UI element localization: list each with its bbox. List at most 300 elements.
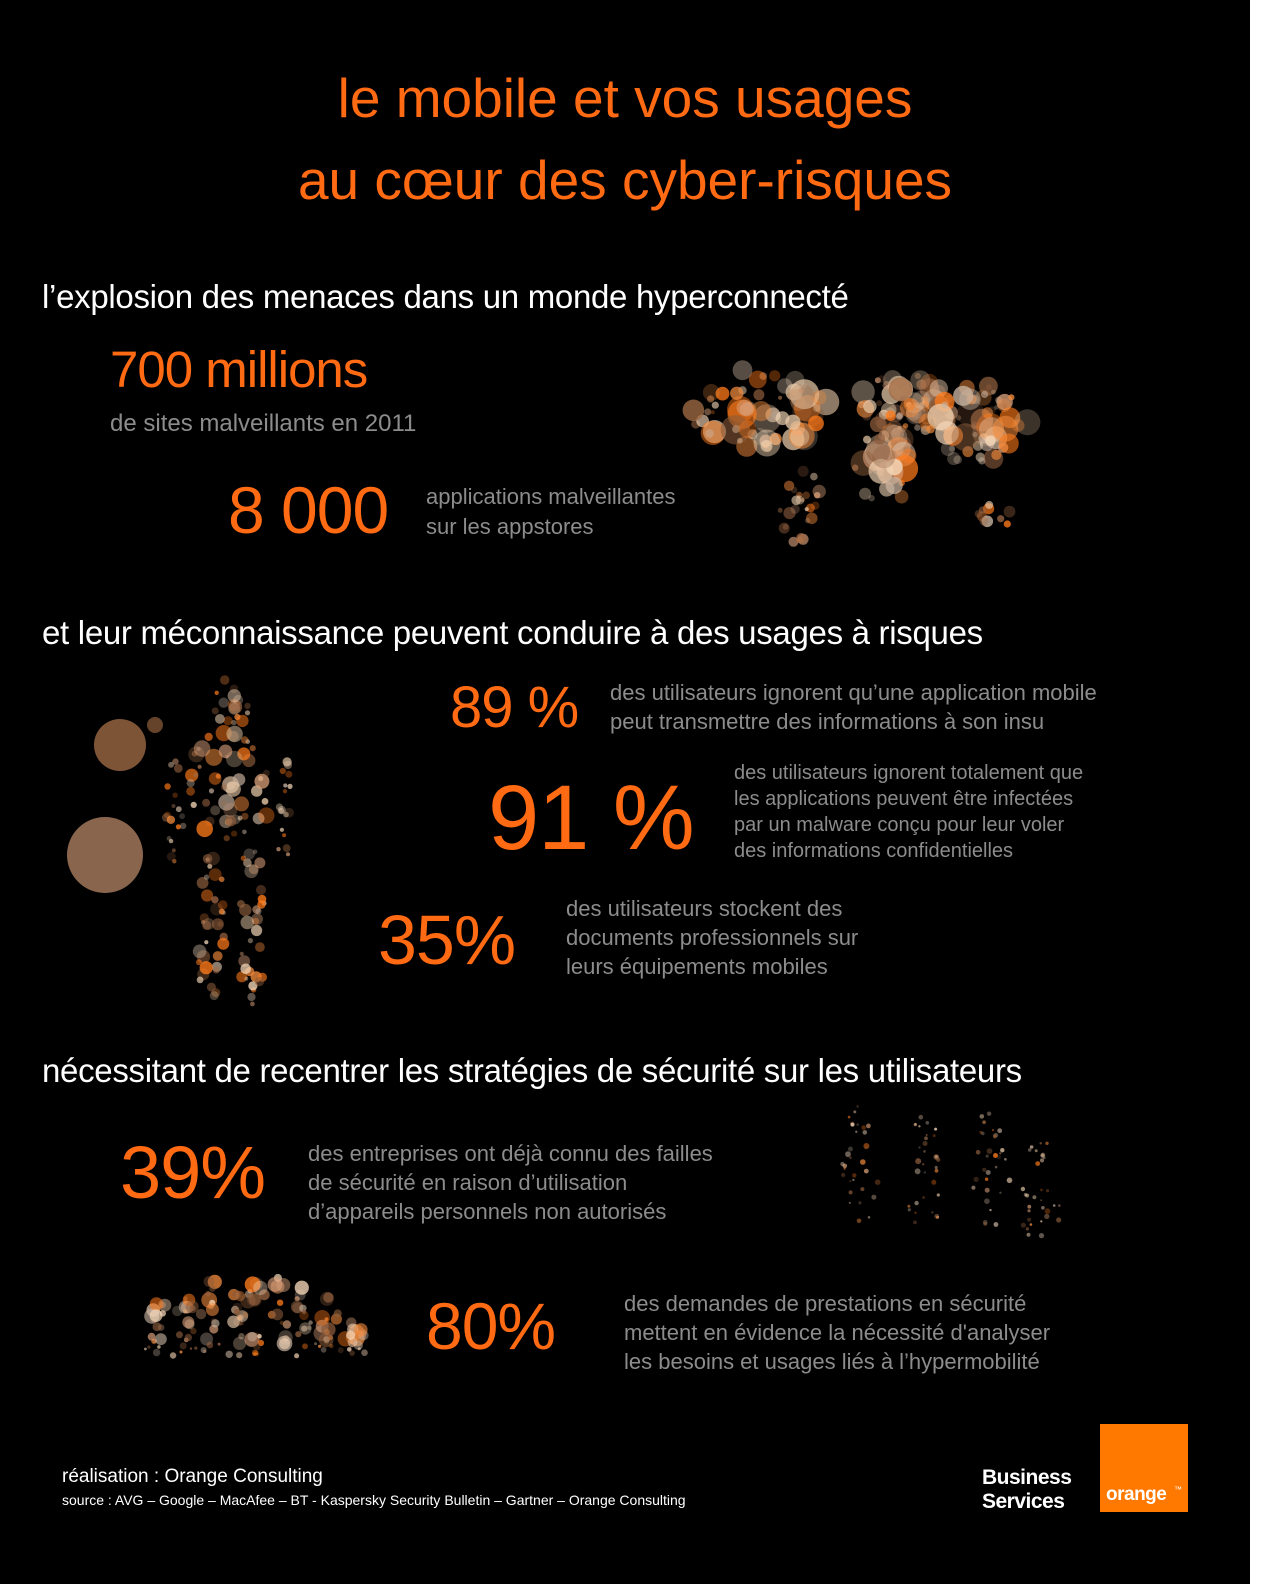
map-bubble (811, 502, 819, 510)
orange-logo (1100, 1424, 1188, 1512)
people-dot (983, 1222, 987, 1226)
body-bubble (164, 783, 170, 789)
body-bubble (255, 977, 264, 986)
map-bubble (926, 425, 935, 434)
map-bubble (790, 427, 809, 446)
body-bubble (169, 839, 173, 843)
stat-80-text-line3: les besoins et usages liés à l’hypermobilité (624, 1349, 1040, 1374)
body-bubble (204, 940, 208, 944)
city-bubble (157, 1345, 161, 1349)
people-dot (971, 1186, 975, 1190)
people-dot (913, 1221, 917, 1225)
business-services-label (982, 1466, 1071, 1514)
city-bubble (268, 1277, 283, 1292)
body-bubble (280, 828, 284, 832)
map-bubble (778, 508, 783, 513)
stat-89-value: 89 % (450, 675, 579, 740)
people-dot (1021, 1223, 1026, 1228)
stat-80-text-line2: mettent en évidence la nécessité d'analyser (624, 1320, 1051, 1345)
people-dot (855, 1131, 857, 1133)
city-bubble (358, 1347, 361, 1350)
body-bubble (263, 770, 270, 777)
city-bubble (153, 1322, 162, 1331)
city-bubble (349, 1351, 354, 1356)
people-dot (981, 1132, 985, 1136)
body-bubble (286, 852, 290, 856)
body-bubble (256, 885, 266, 895)
body-bubble (237, 900, 245, 908)
city-bubble (170, 1352, 176, 1358)
map-bubble (978, 457, 985, 464)
people-dot (994, 1222, 999, 1227)
map-bubble (985, 501, 993, 509)
body-bubble (205, 733, 213, 741)
body-bubble (248, 938, 253, 943)
body-bubble (219, 877, 225, 883)
people-dot (861, 1125, 866, 1130)
body-bubble (242, 830, 247, 835)
people-dot (997, 1155, 1001, 1159)
business-people-dots-illustration (820, 1100, 1080, 1260)
body-bubble (240, 952, 244, 956)
map-bubble (712, 402, 719, 409)
body-bubble (209, 772, 222, 785)
people-dot (1030, 1223, 1033, 1226)
stat-700-millions-value: 700 millions (110, 341, 368, 398)
people-dot (849, 1190, 853, 1194)
body-bubble (211, 896, 218, 903)
people-dot (1046, 1189, 1049, 1192)
city-bubble (226, 1351, 233, 1358)
section-heading-threats: l’explosion des menaces dans un monde hyperconnecté (42, 278, 849, 315)
people-dot (923, 1150, 926, 1153)
map-bubble (783, 524, 789, 530)
people-dot (989, 1209, 991, 1211)
map-bubble (683, 400, 705, 422)
people-dot (987, 1112, 991, 1116)
people-dot (856, 1123, 859, 1126)
map-bubble (896, 413, 903, 420)
city-bubble (307, 1326, 311, 1330)
map-bubble (769, 370, 780, 381)
people-dot (860, 1187, 864, 1191)
people-dot (987, 1148, 993, 1154)
people-dot (1039, 1233, 1044, 1238)
people-dot (1040, 1142, 1042, 1144)
map-bubble (749, 371, 767, 389)
map-bubble (1004, 520, 1011, 527)
body-bubble (258, 807, 274, 823)
people-dot (1035, 1161, 1040, 1166)
map-bubble (981, 391, 988, 398)
source-text: source : AVG – Google – MacAfee – BT - Kaspersky Security Bulletin – Gartner – Orange Consulting (62, 1492, 686, 1508)
title-line-1: le mobile et vos usages (337, 67, 913, 129)
stat-91-text (734, 760, 1083, 864)
people-dot (852, 1179, 854, 1181)
body-bubble (236, 715, 248, 727)
city-bubble (153, 1349, 160, 1356)
people-dot (985, 1188, 990, 1193)
people-dot (853, 1110, 856, 1113)
map-bubble (953, 386, 973, 406)
map-bubble (986, 384, 992, 390)
body-bubble (226, 726, 242, 742)
people-dot (935, 1166, 938, 1169)
map-bubble (810, 473, 818, 481)
map-bubble (711, 410, 715, 414)
body-bubble (276, 847, 280, 851)
people-dot (851, 1123, 855, 1127)
body-bubble (180, 823, 186, 829)
business-label-line2: Services (982, 1490, 1065, 1513)
body-bubble (172, 848, 176, 852)
body-bubble (179, 813, 185, 819)
people-dot (982, 1168, 986, 1172)
map-bubble (876, 400, 882, 406)
city-bubble (240, 1293, 255, 1308)
people-dot (974, 1177, 979, 1182)
people-dot (1058, 1204, 1061, 1207)
body-bubble (218, 900, 228, 910)
body-bubble (223, 716, 232, 725)
map-bubble (737, 400, 753, 416)
people-dot (1027, 1233, 1031, 1237)
body-bubble (231, 831, 237, 837)
body-bubble (253, 850, 258, 855)
people-dot (1026, 1227, 1029, 1230)
people-dot (1027, 1209, 1030, 1212)
people-dot (995, 1166, 998, 1169)
people-dot (914, 1123, 917, 1126)
people-dot (922, 1196, 925, 1199)
people-dot (1056, 1217, 1061, 1222)
body-bubble (257, 900, 265, 908)
city-bubble (354, 1323, 367, 1336)
body-bubble (280, 768, 286, 774)
people-dot (840, 1162, 844, 1166)
body-bubble (285, 771, 292, 778)
people-dot (857, 1219, 862, 1224)
body-bubble (240, 964, 251, 975)
people-dot (1044, 1214, 1049, 1219)
people-dot (1004, 1158, 1007, 1161)
people-dot (999, 1192, 1001, 1194)
city-bubble (302, 1343, 308, 1349)
map-bubble (739, 421, 757, 439)
map-bubble (1014, 409, 1040, 435)
body-bubble (198, 765, 202, 769)
map-bubble (902, 449, 917, 464)
map-bubble (814, 492, 820, 498)
people-dot (908, 1208, 911, 1211)
body-bubble (283, 789, 287, 793)
people-dot (982, 1120, 986, 1124)
people-dot (1000, 1148, 1004, 1152)
city-bubble (176, 1331, 183, 1338)
stat-89-text (610, 678, 1097, 736)
human-silhouette-bubbles-illustration (60, 665, 390, 1035)
map-bubble (805, 507, 809, 511)
city-bubble (252, 1350, 258, 1356)
city-bubble (361, 1349, 368, 1356)
body-bubble (191, 802, 197, 808)
city-bubble (314, 1342, 317, 1345)
stat-91-text-line1: des utilisateurs ignorent totalement que (734, 762, 1084, 784)
city-bubble (243, 1312, 249, 1318)
map-bubble (791, 505, 800, 514)
body-bubble (250, 1002, 255, 1007)
credit-text: réalisation : Orange Consulting (62, 1466, 323, 1487)
map-bubble (949, 446, 955, 452)
city-bubble (257, 1334, 262, 1339)
map-bubble (947, 452, 960, 465)
orange-logo-tm: ™ (1174, 1485, 1182, 1494)
people-dot (863, 1130, 868, 1135)
city-bubble (253, 1281, 267, 1295)
body-bubble (206, 852, 220, 866)
city-bubble (271, 1309, 283, 1321)
body-bubble (221, 784, 228, 791)
body-bubble (67, 817, 143, 893)
map-bubble (997, 399, 1010, 412)
body-bubble (197, 977, 204, 984)
city-bubble (308, 1320, 312, 1324)
world-map-bubbles-illustration (680, 340, 1050, 560)
city-bubble (318, 1345, 321, 1348)
body-bubble (228, 689, 241, 702)
map-bubble (997, 515, 1004, 522)
body-bubble (287, 784, 292, 789)
body-bubble (187, 779, 195, 787)
city-bubble (194, 1347, 197, 1350)
body-bubble (224, 835, 230, 841)
body-bubble (276, 803, 283, 810)
city-bubble (283, 1320, 291, 1328)
body-bubble (245, 710, 250, 715)
city-bubble (207, 1342, 214, 1349)
stat-35-text (566, 894, 858, 981)
city-bubble (294, 1353, 299, 1358)
map-bubble (806, 513, 818, 525)
city-bubble (155, 1333, 167, 1345)
map-bubble (980, 517, 989, 526)
title-line-2: au cœur des cyber-risques (297, 149, 953, 211)
map-bubble (778, 396, 782, 400)
city-bubble (234, 1309, 241, 1316)
people-dot (999, 1152, 1001, 1154)
people-dot (848, 1116, 851, 1119)
map-bubble (1008, 394, 1014, 400)
city-bubble (218, 1343, 221, 1346)
map-bubble (737, 438, 743, 444)
map-bubble (886, 477, 903, 494)
map-bubble (904, 398, 916, 410)
body-bubble (282, 844, 290, 852)
people-dot (935, 1155, 938, 1158)
people-dot (845, 1151, 851, 1157)
body-bubble (219, 698, 229, 708)
body-bubble (176, 806, 182, 812)
map-bubble (988, 406, 996, 414)
city-skyline-bubbles-illustration (130, 1240, 390, 1370)
body-bubble (251, 913, 263, 925)
people-dot (864, 1169, 869, 1174)
people-dot (933, 1134, 936, 1137)
people-dot (924, 1136, 928, 1140)
city-bubble (150, 1309, 163, 1322)
people-dot (931, 1180, 936, 1185)
stat-39-text-line3: d’appareils personnels non autorisés (308, 1199, 667, 1224)
stat-89-text-line2: peut transmettre des informations à son insu (610, 709, 1045, 734)
body-bubble (244, 849, 255, 860)
map-bubble (786, 389, 796, 399)
city-bubble (196, 1309, 206, 1319)
people-dot (984, 1198, 990, 1204)
people-dot (976, 1150, 981, 1155)
body-bubble (94, 719, 146, 771)
people-dot (915, 1212, 917, 1214)
city-bubble (147, 1346, 150, 1349)
people-dot (1035, 1149, 1038, 1152)
body-bubble (168, 762, 174, 768)
people-dot (849, 1157, 851, 1159)
people-dot (871, 1195, 876, 1200)
body-bubble (215, 691, 219, 695)
city-bubble (253, 1343, 260, 1350)
body-bubble (193, 773, 198, 778)
map-bubble (1004, 506, 1016, 518)
city-bubble (295, 1296, 300, 1301)
people-dot (923, 1141, 928, 1146)
map-bubble (979, 507, 986, 514)
people-dot (856, 1105, 859, 1108)
stat-8000-text-line1: applications malveillantes (426, 484, 676, 509)
people-dot (852, 1173, 856, 1177)
city-bubble (233, 1290, 242, 1299)
people-dot (997, 1128, 1002, 1133)
body-bubble (204, 874, 209, 879)
stat-80-text (624, 1289, 1050, 1376)
body-bubble (215, 714, 225, 724)
body-bubble (174, 764, 183, 773)
city-bubble (302, 1310, 306, 1314)
body-bubble (219, 909, 225, 915)
people-dot (875, 1179, 881, 1185)
city-bubble (205, 1291, 211, 1297)
stat-35-text-line3: leurs équipements mobiles (566, 954, 828, 979)
body-bubble (196, 959, 202, 965)
people-dot (858, 1201, 861, 1204)
people-dot (848, 1147, 853, 1152)
map-bubble (753, 389, 764, 400)
body-bubble (167, 816, 175, 824)
map-bubble (705, 429, 714, 438)
people-dot (1007, 1178, 1013, 1184)
section-heading-risky-usage: et leur méconnaissance peuvent conduire à des usages à risques (42, 614, 983, 651)
city-bubble (180, 1351, 183, 1354)
stat-80-text-line1: des demandes de prestations en sécurité (624, 1291, 1027, 1316)
body-bubble (241, 736, 249, 744)
stat-91-text-line2: les applications peuvent être infectées (734, 788, 1074, 810)
stat-91-value: 91 % (488, 767, 694, 869)
stat-8000-value: 8 000 (228, 473, 389, 547)
body-bubble (209, 788, 214, 793)
people-dot (1053, 1204, 1056, 1207)
people-dot (915, 1158, 921, 1164)
people-dot (914, 1201, 918, 1205)
body-bubble (207, 983, 216, 992)
people-dot (934, 1214, 939, 1219)
people-dot (1040, 1158, 1044, 1162)
body-bubble (210, 991, 219, 1000)
body-bubble (223, 803, 237, 817)
map-bubble (785, 415, 800, 430)
city-bubble (348, 1337, 358, 1347)
people-dot (868, 1216, 871, 1219)
people-dot (919, 1115, 924, 1120)
people-dot (1040, 1153, 1044, 1157)
business-label-line1: Business (982, 1466, 1072, 1489)
city-bubble (280, 1321, 284, 1325)
city-bubble (324, 1329, 330, 1335)
body-bubble (212, 707, 219, 714)
body-bubble (247, 993, 255, 1001)
map-bubble (991, 390, 996, 395)
map-bubble (786, 371, 805, 390)
orange-logo-text: orange (1106, 1484, 1167, 1505)
body-bubble (250, 745, 256, 751)
city-bubble (211, 1319, 219, 1327)
people-dot (1027, 1218, 1031, 1222)
people-dot (926, 1121, 930, 1125)
body-bubble (231, 720, 236, 725)
stat-35-value: 35% (378, 901, 516, 979)
city-bubble (182, 1316, 194, 1328)
map-bubble (970, 395, 979, 404)
stat-700-millions-text: de sites malveillants en 2011 (110, 410, 417, 437)
city-bubble (144, 1348, 147, 1351)
people-dot (922, 1163, 924, 1165)
people-dot (864, 1146, 868, 1150)
city-bubble (338, 1347, 344, 1353)
map-bubble (985, 435, 996, 446)
city-bubble (236, 1352, 242, 1358)
map-bubble (889, 378, 913, 402)
city-bubble (180, 1342, 187, 1349)
people-dot (918, 1125, 920, 1127)
stat-8000-text (426, 482, 675, 542)
section-heading-security-strategy: nécessitant de recentrer les stratégies de sécurité sur les utilisateurs (42, 1052, 1022, 1089)
map-bubble (796, 533, 806, 543)
map-bubble (874, 434, 885, 445)
stat-35-text-line2: documents professionnels sur (566, 925, 859, 950)
city-bubble (203, 1350, 206, 1353)
city-bubble (329, 1344, 333, 1348)
body-bubble (251, 925, 262, 936)
body-bubble (249, 864, 259, 874)
body-bubble (210, 805, 220, 815)
city-bubble (150, 1297, 164, 1311)
stat-91-text-line4: des informations confidentielles (734, 840, 1014, 862)
map-bubble (798, 466, 809, 477)
body-bubble (283, 783, 287, 787)
body-bubble (167, 852, 176, 861)
stat-80-value: 80% (426, 1289, 556, 1363)
body-bubble (262, 798, 269, 805)
map-bubble (704, 408, 711, 415)
body-bubble (213, 951, 223, 961)
city-bubble (320, 1292, 334, 1306)
